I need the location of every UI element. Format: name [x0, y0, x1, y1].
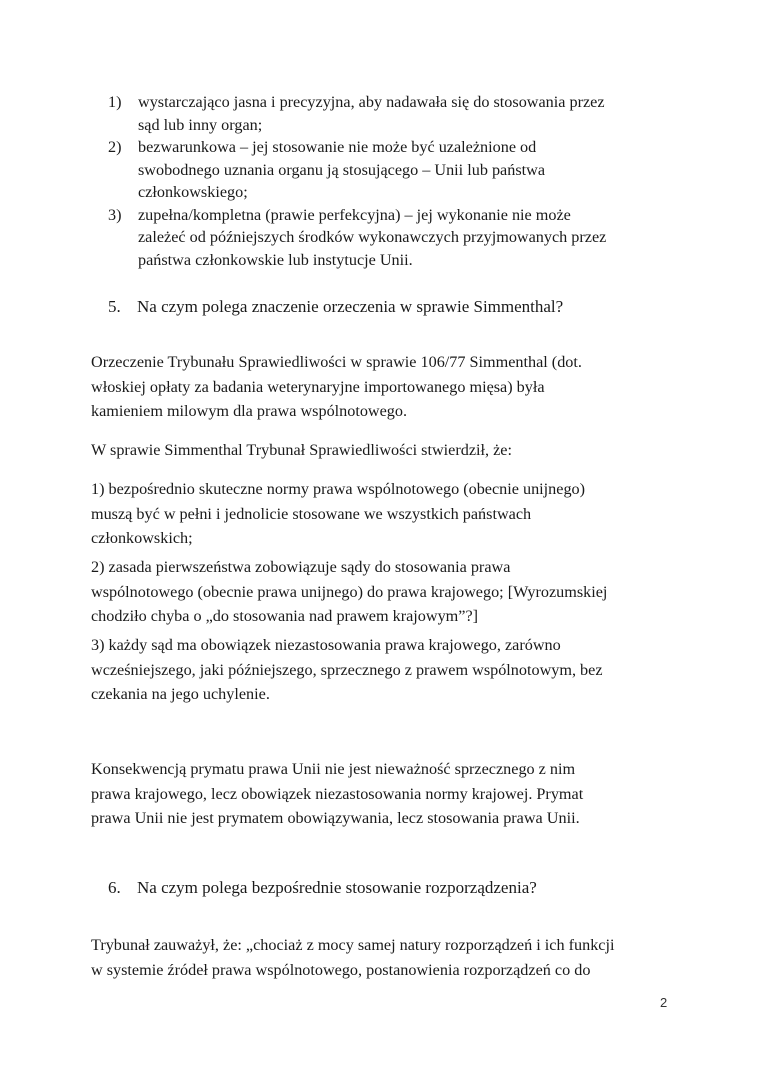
paragraph-point-2 — [91, 555, 691, 629]
list-item-line: sąd lub inny organ; — [138, 115, 263, 134]
paragraph-line: członkowskich; — [91, 529, 193, 548]
question-text: Na czym polega znaczenie orzeczenia w sprawie Simmenthal? — [137, 297, 564, 316]
question-number: 6. — [108, 878, 121, 897]
list-item-number: 1) — [108, 93, 122, 111]
list-item-line: członkowskiego; — [138, 183, 248, 201]
page-number: 2 — [660, 995, 668, 1010]
paragraph-point-3 — [91, 633, 691, 707]
paragraph-line: Konsekwencją prymatu prawa Unii nie jest nieważność sprzecznego z nim — [91, 760, 576, 778]
paragraph-line: prawa krajowego, lecz obowiązek niezastosowania normy krajowej. Prymat — [91, 784, 584, 803]
paragraph-line: w systemie źródeł prawa wspólnotowego, postanowienia rozporządzeń co do — [91, 960, 591, 979]
list-item-line: zupełna/kompletna (prawie perfekcyjna) – jej wykonanie nie może — [138, 205, 571, 224]
paragraph-line: Orzeczenie Trybunału Sprawiedliwości w sprawie 106/77 Simmenthal (dot. — [91, 353, 582, 371]
list-item-line: swobodnego uznania organu ją stosującego – Unii lub państwa — [138, 160, 546, 179]
paragraph-line: 3) każdy sąd ma obowiązek niezastosowania prawa krajowego, zarówno — [91, 636, 561, 654]
paragraph-line: wcześniejszego, jaki późniejszego, sprzecznego z prawem wspólnotowym, bez — [91, 660, 603, 679]
list-item-number: 2) — [108, 138, 122, 156]
list-item-line: wystarczająco jasna i precyzyjna, aby nadawała się do stosowania przez — [138, 93, 605, 111]
question-heading-6 — [108, 877, 537, 899]
list-item — [108, 91, 688, 136]
question-heading-5 — [108, 296, 563, 318]
paragraph-line: 1) bezpośrednio skuteczne normy prawa wspólnotowego (obecnie unijnego) — [91, 480, 586, 498]
paragraph-primacy-consequence — [91, 757, 691, 831]
paragraph-line: W sprawie Simmenthal Trybunał Sprawiedliwości stwierdził, że: — [91, 441, 512, 459]
list-item-line: bezwarunkowa – jej stosowanie nie może być uzależnione od — [138, 138, 537, 156]
paragraph-line: prawa Unii nie jest prymatem obowiązywania, lecz stosowania prawa Unii. — [91, 809, 580, 828]
paragraph-simmenthal-intro — [91, 350, 691, 424]
paragraph-ruling-lead — [91, 438, 691, 463]
paragraph-line: Trybunał zauważył, że: „chociaż z mocy samej natury rozporządzeń i ich funkcji — [91, 936, 615, 954]
paragraph-tribunal-quote — [91, 933, 691, 982]
list-item-number: 3) — [108, 205, 122, 224]
list-item — [108, 136, 688, 204]
criteria-list — [108, 91, 688, 271]
list-item — [108, 204, 688, 272]
paragraph-line: kamieniem milowym dla prawa wspólnotowego. — [91, 402, 408, 421]
paragraph-line: włoskiej opłaty za badania weterynaryjne importowanego mięsa) była — [91, 377, 545, 396]
paragraph-point-1 — [91, 477, 691, 551]
list-item-line: zależeć od późniejszych środków wykonawczych przyjmowanych przez — [138, 228, 607, 246]
question-text: Na czym polega bezpośrednie stosowanie rozporządzenia? — [137, 878, 537, 897]
paragraph-line: chodziło chyba o „do stosowania nad prawem krajowym”?] — [91, 607, 479, 626]
paragraph-line: muszą być w pełni i jednolicie stosowane we wszystkich państwach — [91, 504, 532, 523]
list-item-line: państwa członkowskie lub instytucje Unii. — [138, 250, 413, 269]
paragraph-line: 2) zasada pierwszeństwa zobowiązuje sądy do stosowania prawa — [91, 558, 511, 576]
question-number: 5. — [108, 297, 121, 316]
paragraph-line: czekania na jego uchylenie. — [91, 685, 270, 704]
paragraph-line: wspólnotowego (obecnie prawa unijnego) do prawa krajowego; [Wyrozumskiej — [91, 582, 608, 601]
